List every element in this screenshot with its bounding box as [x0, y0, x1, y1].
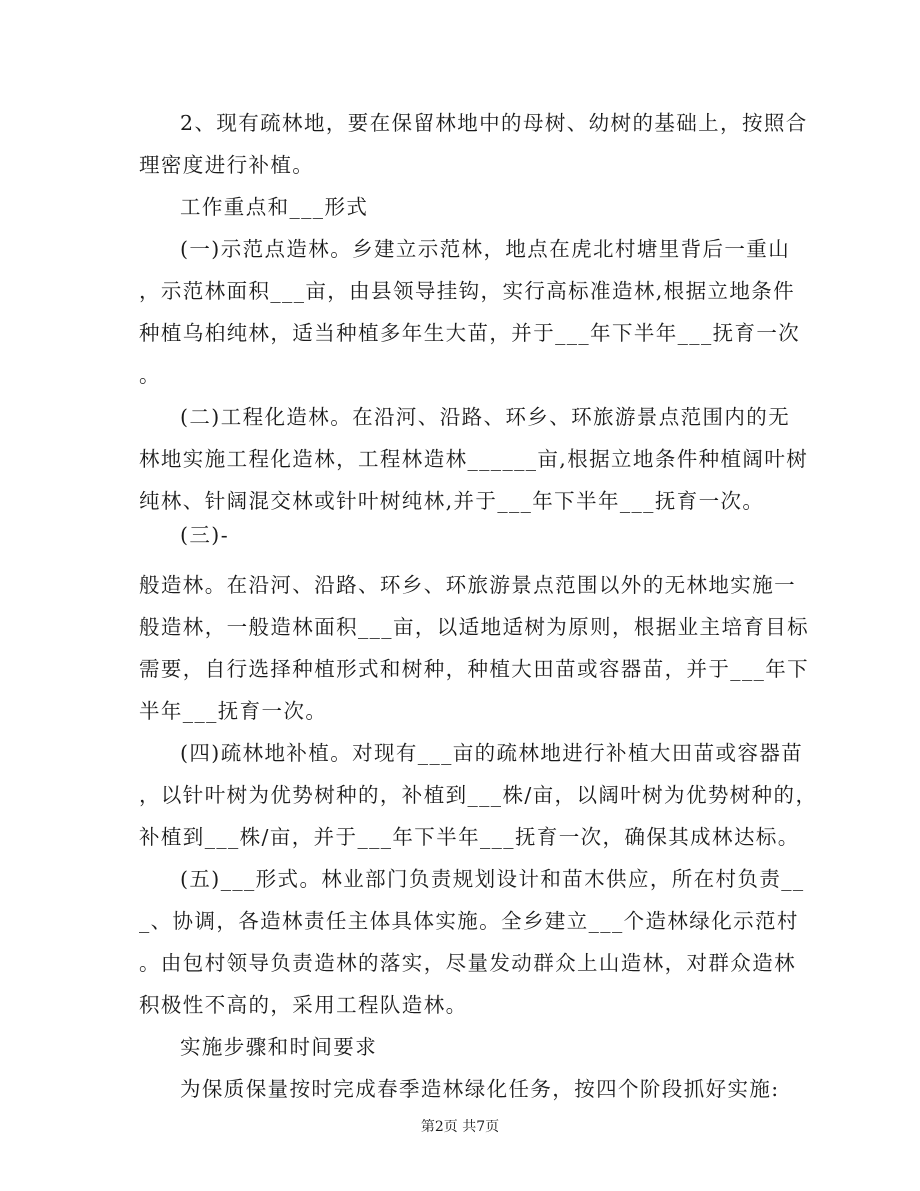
para-general-afforestation-line-1: (三)- [180, 523, 230, 547]
para-organization-form-line-3: 。由包村领导负责造林的落实，尽量发动群众上山造林，对群众造林 [139, 951, 796, 975]
heading-work-focus-line-1: 工作重点和___形式 [180, 195, 369, 219]
para-sparse-forest-replanting-line-1: (四)疏林地补植。对现有___亩的疏林地进行补植大田苗或容器苗 [180, 741, 804, 765]
para-general-afforestation-line-2: 般造林。在沿河、沿路、环乡、环旅游景点范围以外的无林地实施一 [139, 573, 796, 597]
para-demo-afforestation-line-3: 种植乌桕纯林，适当种植多年生大苗，并于___年下半年___抚育一次 [139, 321, 801, 345]
para-demo-afforestation-line-2: ，示范林面积___亩，由县领导挂钩，实行高标准造林,根据立地条件 [139, 279, 796, 303]
para-organization-form-line-1: (五)___形式。林业部门负责规划设计和苗木供应，所在村负责__ [180, 867, 805, 891]
para-organization-form-line-2: _、协调，各造林责任主体具体实施。全乡建立___个造林绿化示范村 [139, 909, 799, 933]
para-item-2-sparse-forest-line-2: 理密度进行补植。 [139, 153, 315, 177]
para-general-afforestation-line-4: 需要，自行选择种植形式和树种，种植大田苗或容器苗，并于___年下 [139, 657, 810, 681]
page-number-footer: 第2页 共7页 [420, 1119, 500, 1135]
para-engineering-afforestation-line-2: 林地实施工程化造林，工程林造林______亩,根据立地条件种植阔叶树 [139, 447, 809, 471]
para-sparse-forest-replanting-line-2: ，以针叶树为优势树种的，补植到___株/亩，以阔叶树为优势树种的， [139, 783, 818, 807]
para-engineering-afforestation-line-3: 纯林、针阔混交林或针叶树纯林,并于___年下半年___抚育一次。 [139, 489, 765, 513]
para-item-2-sparse-forest-line-1: 2、现有疏林地，要在保留林地中的母树、幼树的基础上，按照合 [180, 111, 808, 135]
para-general-afforestation-line-3: 般造林，一般造林面积___亩，以适地适树为原则，根据业主培育目标 [139, 615, 810, 639]
para-organization-form-line-4: 积极性不高的，采用工程队造林。 [139, 993, 468, 1017]
para-engineering-afforestation-line-1: (二)工程化造林。在沿河、沿路、环乡、环旅游景点范围内的无 [180, 405, 791, 429]
para-demo-afforestation-line-4: 。 [139, 363, 161, 387]
para-four-stages-line-1: 为保质保量按时完成春季造林绿化任务，按四个阶段抓好实施: [180, 1077, 780, 1101]
para-demo-afforestation-line-1: (一)示范点造林。乡建立示范林，地点在虎北村塘里背后一重山 [180, 237, 791, 261]
para-sparse-forest-replanting-line-3: 补植到___株/亩，并于___年下半年___抚育一次，确保其成林达标。 [139, 825, 800, 849]
heading-implementation-steps-line-1: 实施步骤和时间要求 [180, 1035, 378, 1059]
para-general-afforestation-line-5: 半年___抚育一次。 [139, 699, 328, 723]
